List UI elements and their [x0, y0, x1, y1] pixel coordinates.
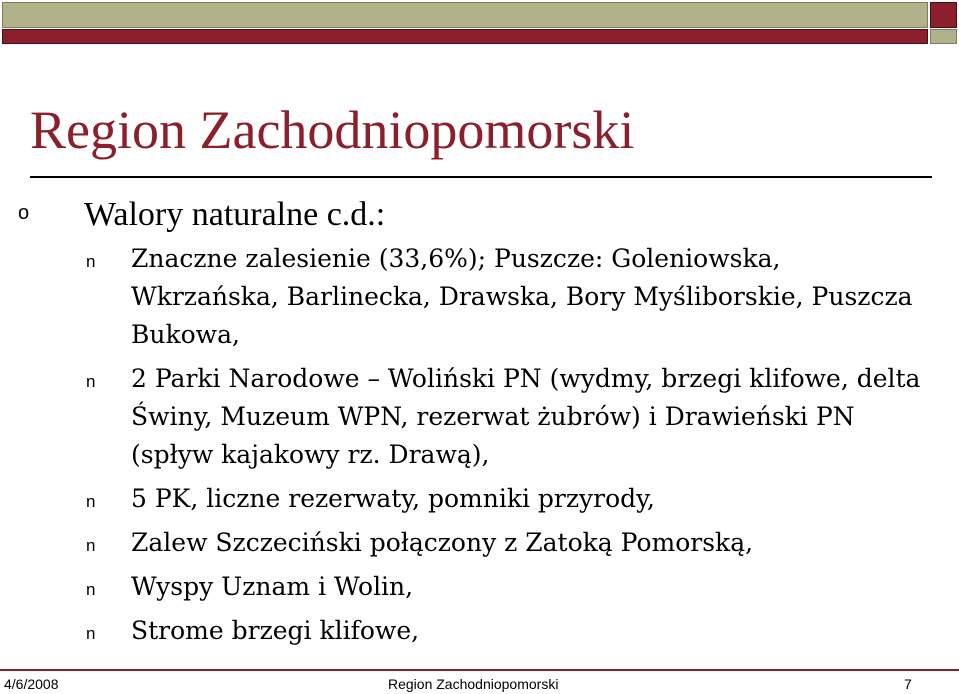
list-item — [86, 612, 926, 650]
square-bullet-icon: n — [86, 372, 96, 391]
footer-date: 4/6/2008 — [4, 676, 59, 692]
level1-text: Walory naturalne c.d.: — [84, 196, 386, 233]
list-item-text: 2 Parki Narodowe – Woliński PN (wydmy, brzegi klifowe, delta Świny, Muzeum WPN, rezerwat żubrów) i Drawieński PN (spływ kajakowy rz. Drawą), — [131, 364, 921, 469]
list-item — [86, 524, 926, 562]
header-olive-bar — [2, 2, 928, 28]
square-bullet-icon: n — [86, 252, 96, 271]
square-bullet-icon: n — [86, 536, 96, 555]
square-bullet-icon: n — [86, 492, 96, 511]
header-decoration — [0, 0, 959, 46]
footer-title: Region Zachodniopomorski — [388, 676, 559, 692]
header-corner-square-top — [930, 2, 957, 28]
list-item — [86, 240, 926, 354]
list-item-text: Znaczne zalesienie (33,6%); Puszcze: Goleniowska, Wkrzańska, Barlinecka, Drawska, Bory Myśliborskie, Puszcza Bukowa, — [131, 244, 913, 349]
square-bullet-icon: n — [86, 624, 96, 643]
page-number: 7 — [904, 676, 912, 692]
list-item-text: Zalew Szczeciński połączony z Zatoką Pomorską, — [131, 528, 754, 557]
list-item-text: Wyspy Uznam i Wolin, — [131, 572, 414, 601]
square-bullet-icon: n — [86, 580, 96, 599]
list-item — [86, 568, 926, 606]
footer-divider — [0, 669, 959, 671]
list-item-text: Strome brzegi klifowe, — [131, 616, 420, 645]
slide-title: Region Zachodniopomorski — [30, 100, 635, 160]
circle-bullet-icon: o — [18, 202, 30, 224]
bullet-list — [86, 240, 926, 656]
list-item — [86, 480, 926, 518]
header-maroon-bar — [2, 29, 928, 44]
title-underline — [30, 176, 932, 178]
list-item — [86, 360, 926, 474]
level1-bullet — [18, 192, 385, 236]
header-corner-square-bottom — [930, 29, 957, 44]
list-item-text: 5 PK, liczne rezerwaty, pomniki przyrody, — [131, 484, 655, 513]
